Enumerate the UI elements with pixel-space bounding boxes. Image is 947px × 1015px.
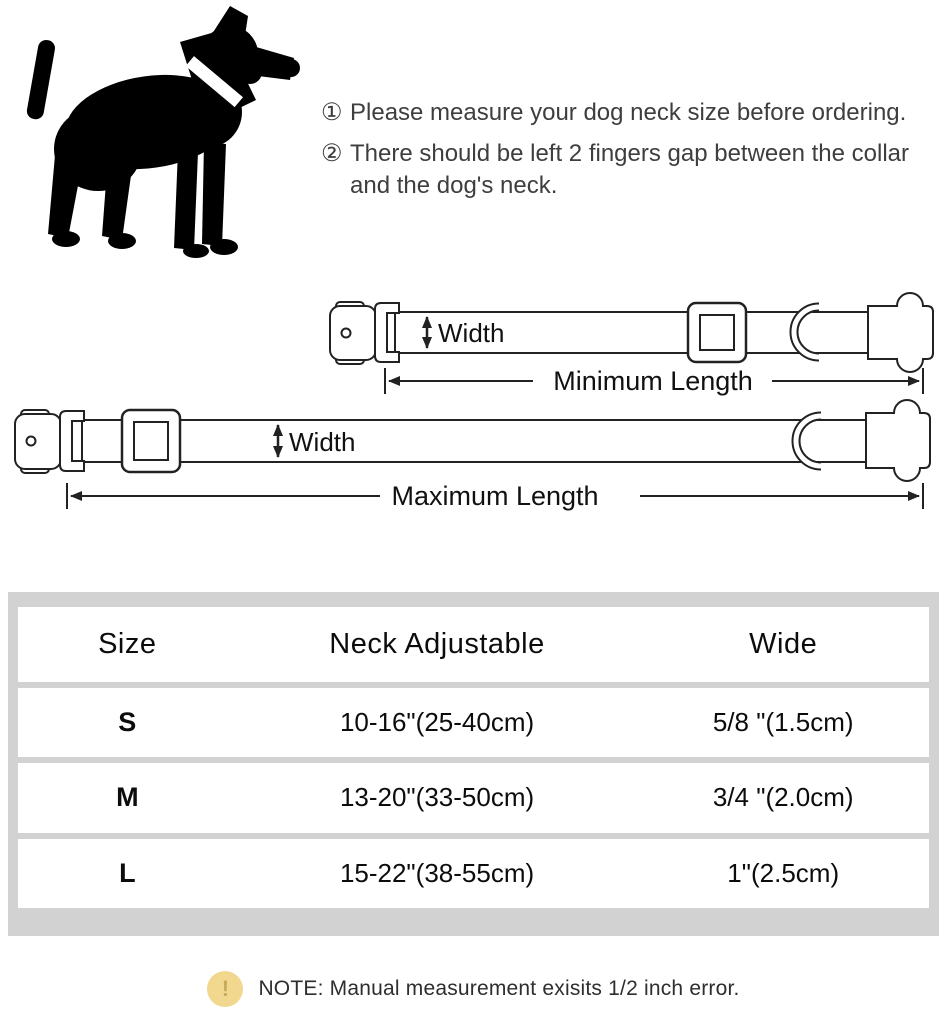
min-length-label: Minimum Length (553, 366, 753, 396)
neck-value: 10-16"(25-40cm) (339, 707, 535, 738)
neck-value: 13-20"(33-50cm) (339, 782, 535, 813)
note-text: NOTE: Manual measurement exisits 1/2 inch error. (258, 977, 740, 1000)
table-row-s (18, 688, 929, 757)
instruction-item (321, 97, 945, 129)
circled-number-1: ① (321, 99, 343, 126)
wide-value: 1"(2.5cm) (727, 857, 840, 888)
size-value: M (116, 782, 139, 813)
instructions (321, 97, 945, 211)
circled-number-2: ② (321, 140, 343, 167)
instruction-text: Please measure your dog neck size before ordering. (350, 99, 907, 126)
collar-diagrams (0, 290, 947, 525)
buckle-male-icon (866, 400, 930, 481)
width-label: Width (289, 427, 356, 457)
max-length-label: Maximum Length (391, 481, 599, 511)
wide-value: 3/4 "(2.0cm) (712, 782, 854, 813)
warning-icon: ! (207, 971, 243, 1007)
instruction-text: There should be left 2 fingers gap between the collar and the dog's neck. (350, 140, 910, 199)
collar-max-diagram (15, 400, 930, 481)
tri-glide-slider-icon (122, 410, 180, 472)
collar-strap (82, 420, 868, 462)
instruction-item (321, 138, 945, 202)
width-label: Width (438, 318, 505, 348)
size-value: S (118, 707, 137, 738)
buckle-female-icon (15, 410, 84, 473)
buckle-female-icon (330, 302, 399, 364)
buckle-male-icon (868, 293, 933, 372)
size-value: L (119, 857, 136, 888)
column-header-size: Size (98, 628, 157, 660)
note (0, 971, 947, 1007)
column-header-wide: Wide (749, 628, 818, 660)
neck-value: 15-22"(38-55cm) (339, 857, 535, 888)
collar-min-diagram (330, 293, 933, 372)
size-table (8, 592, 939, 936)
tri-glide-slider-icon (688, 303, 746, 362)
column-header-neck-adjustable: Neck Adjustable (329, 628, 545, 660)
table-header-row (18, 607, 929, 682)
wide-value: 5/8 "(1.5cm) (712, 707, 854, 738)
dog-silhouette-icon (10, 4, 310, 260)
table-row-l (18, 839, 929, 908)
table-row-m (18, 763, 929, 832)
